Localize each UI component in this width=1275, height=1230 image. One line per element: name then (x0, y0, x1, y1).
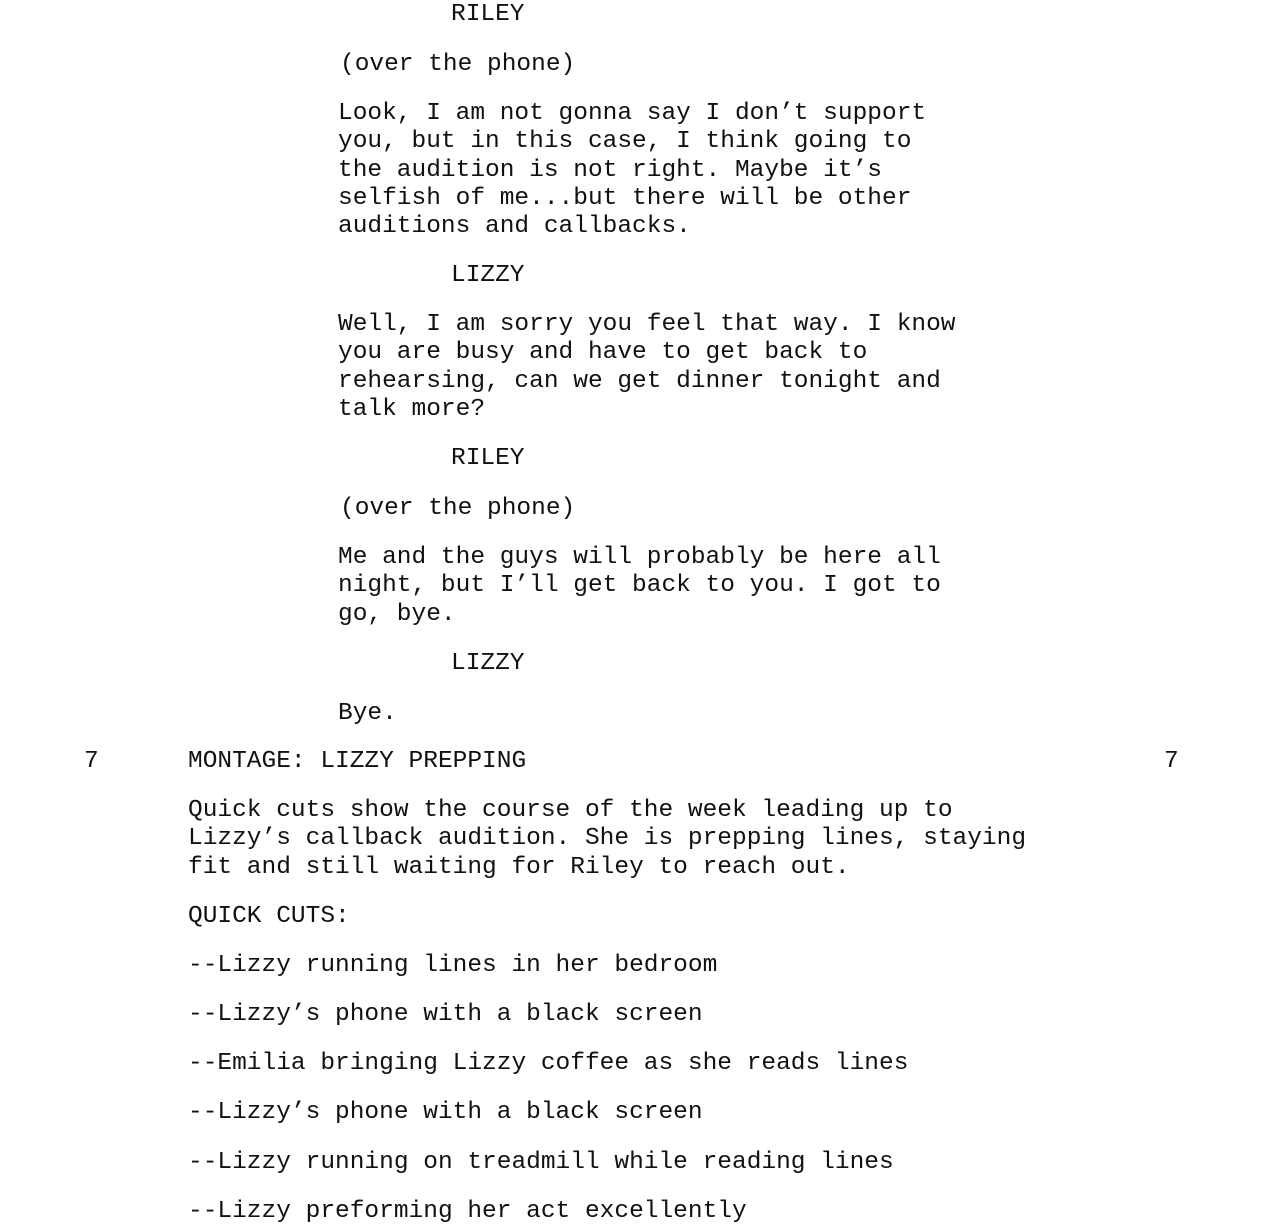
scene-number-right: 7 (1164, 748, 1179, 775)
quick-cut-item: --Lizzy preforming her act excellently (188, 1198, 747, 1225)
quick-cut-item: --Emilia bringing Lizzy coffee as she reads lines (188, 1050, 909, 1077)
parenthetical: (over the phone) (340, 51, 576, 78)
character-name: RILEY (451, 1, 525, 28)
scene-heading: MONTAGE: LIZZY PREPPING (188, 748, 527, 775)
dialogue: Well, I am sorry you feel that way. I know you are busy and have to get back to rehearsing, can we get dinner tonight and talk more? (338, 311, 956, 423)
quick-cut-item: --Lizzy’s phone with a black screen (188, 1001, 703, 1028)
dialogue: Bye. (338, 700, 397, 727)
character-name: LIZZY (451, 650, 525, 677)
quick-cut-item: --Lizzy’s phone with a black screen (188, 1099, 703, 1126)
character-name: LIZZY (451, 262, 525, 289)
dialogue: Look, I am not gonna say I don’t support you, but in this case, I think going to the audition is not right. Maybe it’s selfish of me...but there will be other auditions and callbacks. (338, 100, 927, 241)
dialogue: Me and the guys will probably be here all night, but I’ll get back to you. I got to go, bye. (338, 544, 941, 628)
action-text: Quick cuts show the course of the week leading up to Lizzy’s callback audition. She is prepping lines, staying fit and still waiting for Riley to reach out. (188, 797, 1027, 881)
quick-cut-item: --Lizzy running on treadmill while reading lines (188, 1149, 894, 1176)
scene-number-left: 7 (84, 748, 99, 775)
character-name: RILEY (451, 445, 525, 472)
quick-cuts-label: QUICK CUTS: (188, 903, 350, 930)
quick-cut-item: --Lizzy running lines in her bedroom (188, 952, 718, 979)
parenthetical: (over the phone) (340, 495, 576, 522)
